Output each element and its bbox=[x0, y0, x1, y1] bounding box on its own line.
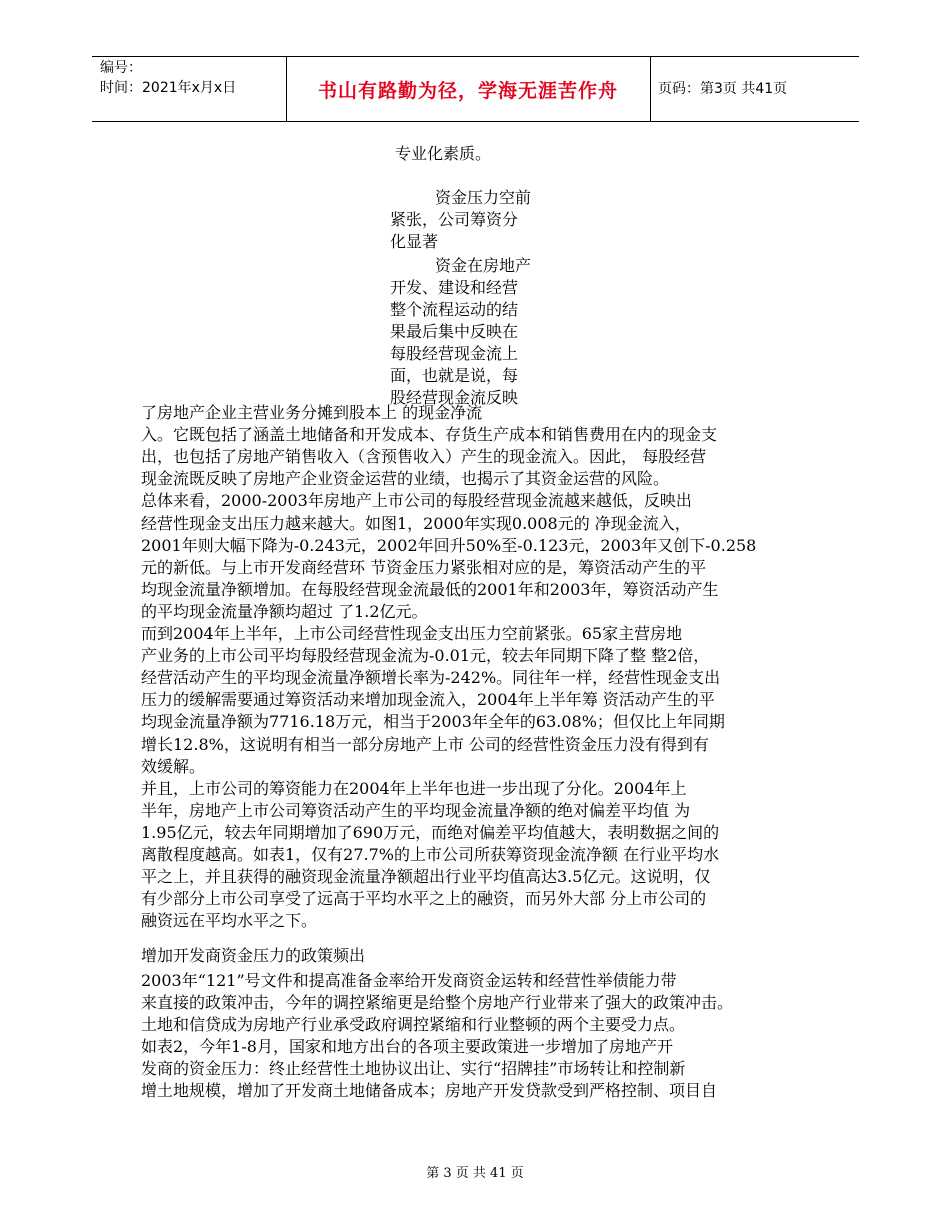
text-line: 如表2，今年1-8月，国家和地方出台的各项主要政策进一步增加了房地产开 bbox=[141, 1037, 673, 1056]
column-line: 开发、建设和经营 bbox=[390, 278, 519, 297]
text-line: 2001年则大幅下降为-0.243元，2002年回升50%至-0.123元，2003年又创下-0.258 bbox=[141, 535, 757, 555]
doc-code-label: 编号： bbox=[100, 60, 142, 76]
text-line: 有少部分上市公司享受了远高于平均水平之上的融资，而另外大部 分上市公司的 bbox=[141, 889, 707, 909]
header-bottom-rule bbox=[92, 121, 859, 122]
column-line: 资金在房地产 bbox=[435, 256, 532, 275]
text-line: 压力的缓解需要通过筹资活动来增加现金流入，2004年上半年筹 资活动产生的平 bbox=[141, 690, 715, 710]
text-line: 经营性现金支出压力越来越大。如图1，2000年实现0.008元的 净现金流入， bbox=[141, 513, 691, 533]
column-line: 整个流程运动的结 bbox=[390, 300, 519, 319]
column-line: 面，也就是说，每 bbox=[390, 366, 519, 385]
text-line: 增长12.8%，这说明有相当一部分房地产上市 公司的经营性资金压力没有得到有 bbox=[141, 734, 709, 754]
text-line: 平之上，并且获得的融资现金流量净额超出行业平均值高达3.5亿元。这说明，仅 bbox=[141, 867, 711, 887]
section-heading-2: 增加开发商资金压力的政策频出 bbox=[141, 946, 366, 965]
heading-line: 紧张，公司筹资分 bbox=[390, 210, 519, 229]
header-top-rule bbox=[92, 56, 859, 57]
continuation-line: 专业化素质。 bbox=[395, 144, 492, 163]
text-line: 来直接的政策冲击，今年的调控紧缩更是给整个房地产行业带来了强大的政策冲击。 bbox=[141, 993, 734, 1012]
text-line: 入。它既包括了涵盖土地储备和开发成本、存货生产成本和销售费用在内的现金支 bbox=[141, 425, 718, 445]
text-line: 发商的资金压力：终止经营性土地协议出让、实行“招牌挂”市场转让和控制新 bbox=[141, 1059, 686, 1078]
text-line: 均现金流量净额为7716.18万元，相当于2003年全年的63.08%；但仅比上年同期 bbox=[141, 712, 725, 732]
text-line: 2003年“121”号文件和提高准备金率给开发商资金运转和经营性举债能力带 bbox=[141, 971, 677, 990]
text-line: 经营活动产生的平均现金流量净额增长率为-242%。同往年一样，经营性现金支出 bbox=[141, 668, 721, 688]
column-line: 每股经营现金流上 bbox=[390, 344, 519, 363]
header-divider-2 bbox=[650, 56, 651, 122]
doc-time-label: 时间：2021年x月x日 bbox=[100, 80, 237, 96]
heading-line: 化显著 bbox=[390, 232, 439, 251]
text-line: 而到2004年上半年，上市公司经营性现金支出压力空前紧张。65家主营房地 bbox=[141, 624, 683, 643]
text-line: 增土地规模，增加了开发商土地储备成本；房地产开发贷款受到严格控制、项目自 bbox=[141, 1081, 718, 1100]
text-line: 现金流既反映了房地产企业资金运营的业绩，也揭示了其资金运营的风险。 bbox=[141, 469, 670, 489]
header-meta bbox=[100, 58, 236, 98]
header-motto: 书山有路勤为径，学海无涯苦作舟 bbox=[317, 80, 618, 102]
heading-line: 资金压力空前 bbox=[435, 188, 532, 207]
text-line: 出，也包括了房地产销售收入（含预售收入）产生的现金流入。因此， 每股经营 bbox=[141, 447, 707, 467]
text-line: 半年，房地产上市公司筹资活动产生的平均现金流量净额的绝对偏差平均值 为 bbox=[141, 800, 691, 820]
text-line: 总体来看，2000-2003年房地产上市公司的每股经营现金流越来越低，反映出 bbox=[141, 491, 692, 511]
text-line: 效缓解。 bbox=[141, 756, 206, 776]
text-line: 并且，上市公司的筹资能力在2004年上半年也进一步出现了分化。2004年上 bbox=[141, 778, 687, 798]
text-line: 均现金流量净额增加。在每股经营现金流最低的2001年和2003年，筹资活动产生 bbox=[141, 579, 719, 599]
text-line: 了房地产企业主营业务分摊到股本上 的现金净流 bbox=[141, 403, 483, 422]
text-line: 产业务的上市公司平均每股经营现金流为-0.01元，较去年同期下降了整 整2倍， bbox=[141, 646, 710, 666]
page-footer: 第 3 页 共 41 页 bbox=[426, 1166, 524, 1181]
column-line: 果最后集中反映在 bbox=[390, 322, 519, 341]
text-line: 的平均现金流量净额均超过 了1.2亿元。 bbox=[141, 601, 428, 621]
text-line: 元的新低。与上市开发商经营环 节资金压力紧张相对应的是，筹资活动产生的平 bbox=[141, 557, 707, 577]
column-line: 股经营现金流反映 bbox=[390, 388, 519, 407]
text-line: 土地和信贷成为房地产行业承受政府调控紧缩和行业整顿的两个主要受力点。 bbox=[141, 1015, 686, 1034]
text-line: 1.95亿元，较去年同期增加了690万元，而绝对偏差平均值越大，表明数据之间的 bbox=[141, 822, 720, 842]
text-line: 离散程度越高。如表1，仅有27.7%的上市公司所获筹资现金流净额 在行业平均水 bbox=[141, 845, 720, 864]
text-line: 融资远在平均水平之下。 bbox=[141, 911, 318, 931]
header-page-label: 页码：第3页 共41页 bbox=[658, 81, 788, 97]
